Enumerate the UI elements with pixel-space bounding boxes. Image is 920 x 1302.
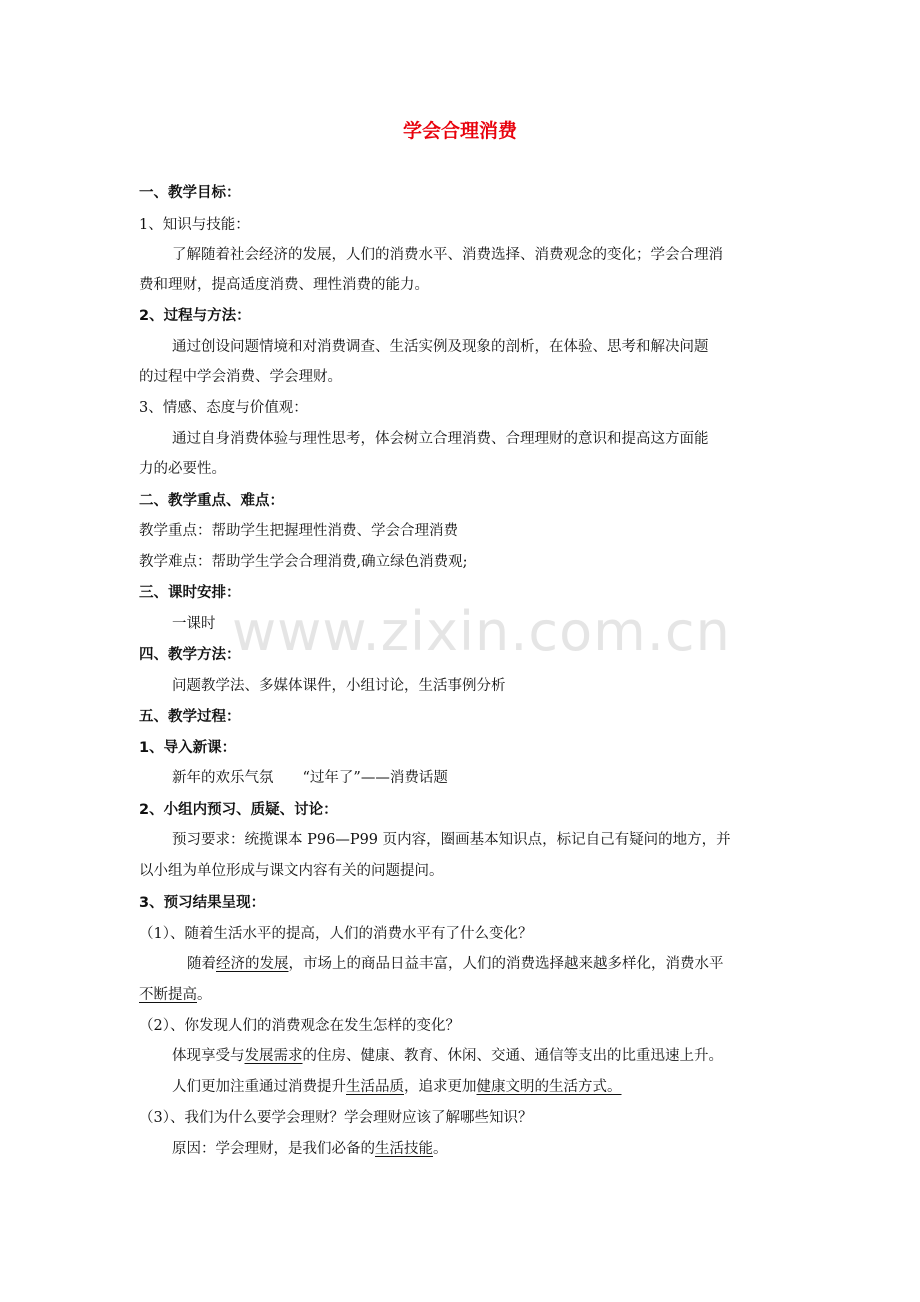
section-heading-objectives: 一、教学目标： [139, 185, 241, 201]
paragraph-knowledge-line2: 费和理财，提高适度消费、理性消费的能力。 [139, 277, 429, 293]
key-point: 教学重点：帮助学生把握理性消费、学会合理消费 [139, 523, 458, 539]
question-1: （1）、随着生活水平的提高，人们的消费水平有了什么变化？ [139, 926, 533, 942]
underlined-term: 生活技能 [375, 1141, 433, 1157]
paragraph-process-line1: 通过创设问题情境和对消费调查、生活实例及现象的剖析，在体验、思考和解决问题 [172, 339, 709, 355]
subheading-process: 2、过程与方法： [139, 308, 251, 324]
paragraph-values-line2: 力的必要性。 [139, 461, 226, 477]
paragraph-process-line2: 的过程中学会消费、学会理财。 [139, 369, 342, 385]
underlined-term: 健康文明的生活方式。 [476, 1079, 622, 1095]
paragraph-knowledge-line1: 了解随着社会经济的发展，人们的消费水平、消费选择、消费观念的变化；学会合理消 [172, 247, 723, 263]
answer-2-line2: 人们更加注重通过消费提升生活品质，追求更加健康文明的生活方式。 [172, 1079, 622, 1095]
underlined-term: 发展需求 [244, 1048, 303, 1064]
answer-1-line1: 随着经济的发展，市场上的商品日益丰富，人们的消费选择越来越多样化，消费水平 [187, 956, 724, 972]
step-preview-heading: 2、小组内预习、质疑、讨论： [139, 802, 338, 818]
answer-2-line1: 体现享受与发展需求的住房、健康、教育、休闲、交通、通信等支出的比重迅速上升。 [172, 1048, 723, 1064]
underlined-term: 生活品质 [346, 1079, 404, 1095]
underlined-term: 经济的发展 [216, 956, 289, 972]
section-heading-methods: 四、教学方法： [139, 647, 241, 663]
answer-3: 原因：学会理财，是我们必备的生活技能。 [172, 1141, 448, 1157]
underlined-term: 不断提高 [139, 987, 197, 1003]
page-title: 学会合理消费 [402, 120, 517, 142]
intro-text: 新年的欢乐气氛 “过年了”——消费话题 [172, 770, 448, 786]
methods-text: 问题教学法、多媒体课件，小组讨论，生活事例分析 [172, 678, 506, 694]
paragraph-values-line1: 通过自身消费体验与理性思考，体会树立合理消费、合理理财的意识和提高这方面能 [172, 431, 709, 447]
difficult-point: 教学难点：帮助学生学会合理消费,确立绿色消费观; [139, 554, 468, 570]
subheading-values: 3、情感、态度与价值观： [139, 400, 308, 416]
subheading-knowledge: 1、知识与技能： [139, 217, 250, 233]
answer-1-line2: 不断提高。 [139, 987, 212, 1003]
preview-text-line2: 以小组为单位形成与课文内容有关的问题提问。 [139, 863, 444, 879]
step-intro-heading: 1、导入新课： [139, 740, 237, 756]
question-2: （2）、你发现人们的消费观念在发生怎样的变化？ [139, 1018, 460, 1034]
section-heading-process: 五、教学过程： [139, 709, 241, 725]
step-results-heading: 3、预习结果呈现： [139, 895, 266, 911]
schedule-text: 一课时 [172, 616, 216, 632]
question-3: （3）、我们为什么要学会理财？学会理财应该了解哪些知识？ [139, 1110, 533, 1126]
section-heading-schedule: 三、课时安排： [139, 585, 241, 601]
section-heading-keypoints: 二、教学重点、难点： [139, 493, 284, 509]
watermark: www.zixin.com.cn [232, 600, 731, 663]
preview-text-line1: 预习要求：统揽课本 P96—P99 页内容，圈画基本知识点，标记自己有疑问的地方，并 [172, 832, 731, 848]
